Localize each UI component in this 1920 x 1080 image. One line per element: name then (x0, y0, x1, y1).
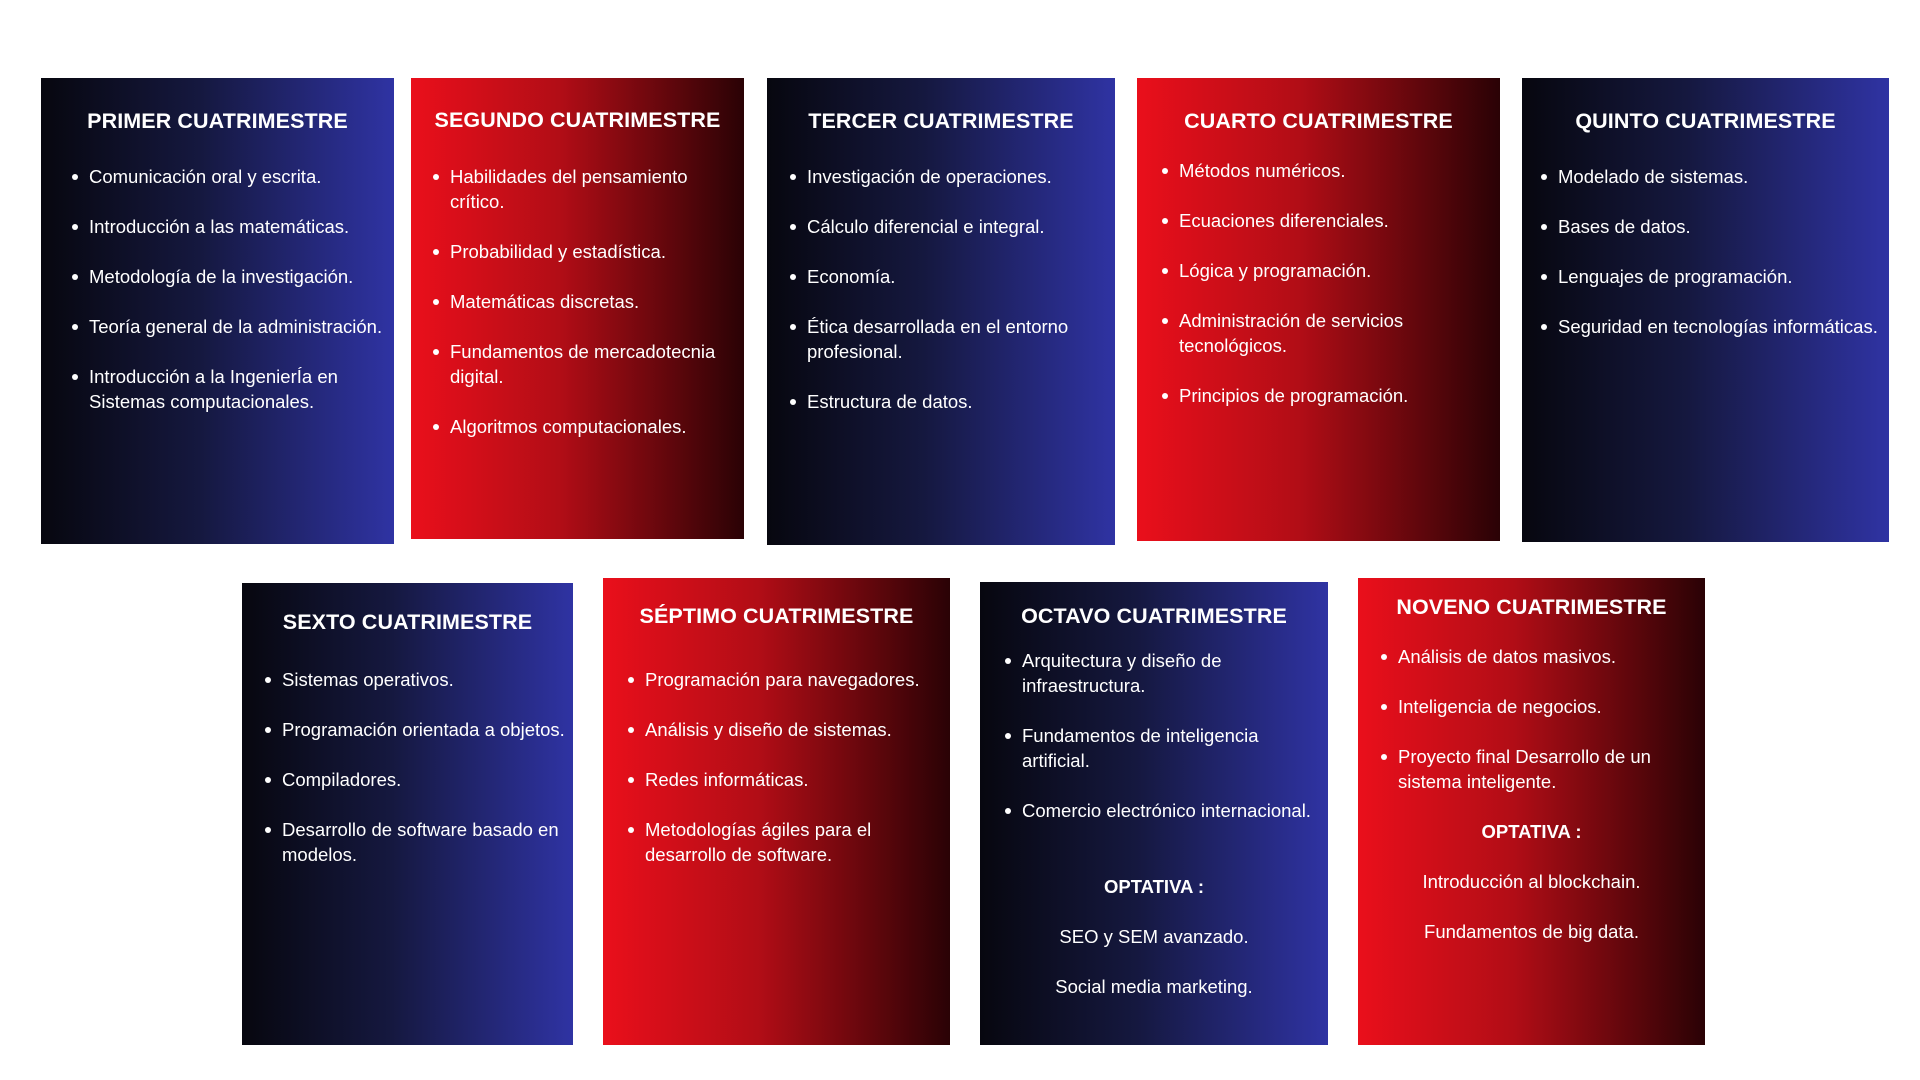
subject-list (625, 667, 944, 892)
list-item: Seguridad en tecnologías informáticas. (1538, 314, 1879, 339)
card-quinto-cuatrimestre (1522, 78, 1889, 542)
list-item: Lógica y programación. (1159, 258, 1490, 283)
card-tercer-cuatrimestre (767, 78, 1115, 545)
card-title: TERCER CUATRIMESTRE (808, 109, 1074, 133)
list-item: Compiladores. (262, 767, 567, 792)
list-item: Desarrollo de software basado en modelos. (262, 817, 567, 867)
list-item: Cálculo diferencial e integral. (787, 214, 1107, 239)
subject-list (1159, 158, 1490, 433)
card-noveno-cuatrimestre (1358, 578, 1705, 1045)
list-item: Fundamentos de mercadotecnia digital. (430, 339, 738, 389)
list-item: Modelado de sistemas. (1538, 164, 1879, 189)
list-item: Introducción a la IngenierÍa en Sistemas computacionales. (69, 364, 384, 414)
list-item: Ecuaciones diferenciales. (1159, 208, 1490, 233)
list-item: Comunicación oral y escrita. (69, 164, 384, 189)
subject-list (1002, 648, 1320, 848)
card-segundo-cuatrimestre (411, 78, 744, 539)
subject-list (787, 164, 1107, 439)
card-octavo-cuatrimestre (980, 582, 1328, 1045)
list-item: Habilidades del pensamiento crítico. (430, 164, 738, 214)
list-item: Comercio electrónico internacional. (1002, 798, 1320, 823)
card-title: PRIMER CUATRIMESTRE (87, 109, 348, 133)
list-item: Economía. (787, 264, 1107, 289)
card-primer-cuatrimestre (41, 78, 394, 544)
list-item: Análisis de datos masivos. (1378, 644, 1697, 669)
list-item: Sistemas operativos. (262, 667, 567, 692)
card-septimo-cuatrimestre (603, 578, 950, 1045)
list-item: Bases de datos. (1538, 214, 1879, 239)
list-item: Programación orientada a objetos. (262, 717, 567, 742)
optativa-item: Introducción al blockchain. (1422, 871, 1641, 892)
card-title: SEXTO CUATRIMESTRE (282, 610, 533, 634)
subject-list (69, 164, 384, 439)
list-item: Ética desarrollada en el entorno profesional. (787, 314, 1107, 364)
list-item: Probabilidad y estadística. (430, 239, 738, 264)
list-item: Métodos numéricos. (1159, 158, 1490, 183)
list-item: Teoría general de la administración. (69, 314, 384, 339)
list-item: Inteligencia de negocios. (1378, 694, 1697, 719)
optativa-item: Social media marketing. (1055, 976, 1253, 997)
card-title: QUINTO CUATRIMESTRE (1575, 109, 1836, 133)
subject-list (1538, 164, 1879, 364)
optativa-label: OPTATIVA : (1103, 876, 1205, 897)
list-item: Estructura de datos. (787, 389, 1107, 414)
list-item: Metodologías ágiles para el desarrollo de software. (625, 817, 944, 867)
list-item: Redes informáticas. (625, 767, 944, 792)
list-item: Metodología de la investigación. (69, 264, 384, 289)
card-title: NOVENO CUATRIMESTRE (1396, 595, 1667, 619)
list-item: Programación para navegadores. (625, 667, 944, 692)
list-item: Administración de servicios tecnológicos. (1159, 308, 1490, 358)
list-item: Principios de programación. (1159, 383, 1490, 408)
subject-list (1378, 644, 1697, 819)
list-item: Algoritmos computacionales. (430, 414, 738, 439)
list-item: Fundamentos de inteligencia artificial. (1002, 723, 1320, 773)
card-title: SEGUNDO CUATRIMESTRE (434, 108, 721, 132)
optativa-label: OPTATIVA : (1481, 821, 1582, 842)
list-item: Introducción a las matemáticas. (69, 214, 384, 239)
list-item: Proyecto final Desarrollo de un sistema inteligente. (1378, 744, 1697, 794)
card-title: SÉPTIMO CUATRIMESTRE (639, 604, 914, 628)
subject-list (430, 164, 738, 464)
optativa-item: Fundamentos de big data. (1424, 921, 1639, 942)
list-item: Arquitectura y diseño de infraestructura. (1002, 648, 1320, 698)
subject-list (262, 667, 567, 892)
optativa-item: SEO y SEM avanzado. (1059, 926, 1249, 947)
card-title: OCTAVO CUATRIMESTRE (1021, 604, 1287, 628)
list-item: Análisis y diseño de sistemas. (625, 717, 944, 742)
card-cuarto-cuatrimestre (1137, 78, 1500, 541)
list-item: Lenguajes de programación. (1538, 264, 1879, 289)
list-item: Matemáticas discretas. (430, 289, 738, 314)
card-title: CUARTO CUATRIMESTRE (1184, 109, 1453, 133)
list-item: Investigación de operaciones. (787, 164, 1107, 189)
card-sexto-cuatrimestre (242, 583, 573, 1045)
